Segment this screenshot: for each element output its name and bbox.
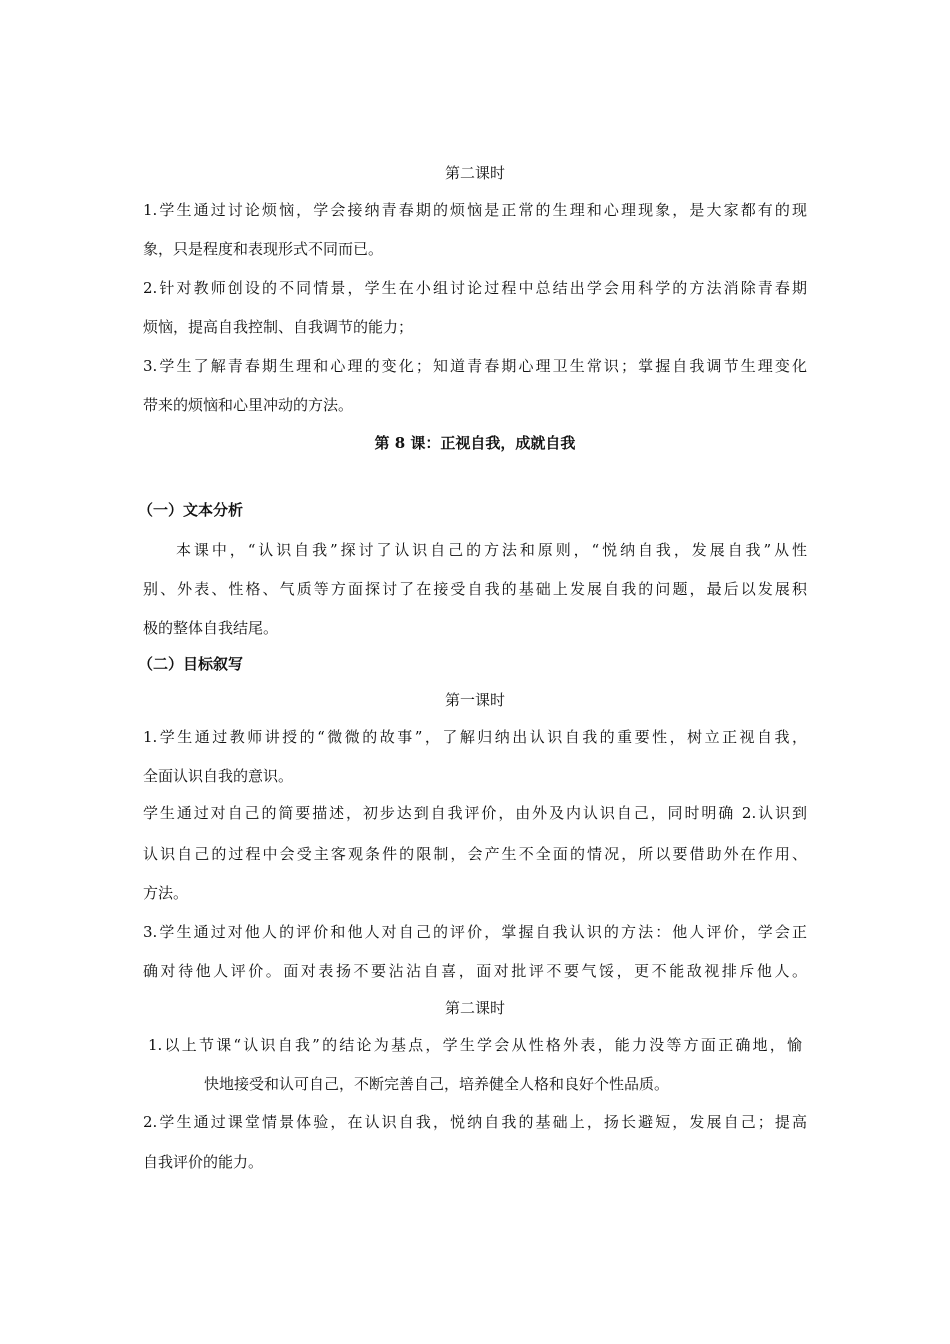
lesson-title: 第 8 课：正视自我，成就自我 xyxy=(374,434,576,452)
period-heading: 第二课时 xyxy=(444,164,505,182)
paragraph-line: 自我评价的能力。 xyxy=(143,1153,264,1171)
paragraph-line: 1.学生通过教师讲授的“微微的故事”，了解归纳出认识自我的重要性，树立正视自我， xyxy=(143,728,807,746)
period-heading: 第二课时 xyxy=(444,999,505,1017)
paragraph-line: 2.针对教师创设的不同情景，学生在小组讨论过程中总结出学会用科学的方法消除青春期 xyxy=(143,279,807,297)
paragraph-line: 3.学生通过对他人的评价和他人对自己的评价，掌握自我认识的方法：他人评价，学会正 xyxy=(143,923,807,941)
paragraph-line: 极的整体自我结尾。 xyxy=(143,619,279,637)
period-heading: 第一课时 xyxy=(444,691,505,709)
paragraph-line: 1.以上节课“认识自我”的结论为基点，学生学会从性格外表，能力没等方面正确地，愉 xyxy=(148,1036,802,1054)
section-heading: （一）文本分析 xyxy=(138,501,244,519)
paragraph-line: 认识自己的过程中会受主客观条件的限制，会产生不全面的情况，所以要借助外在作用、 xyxy=(143,845,807,863)
paragraph-line: 确对待他人评价。面对表扬不要沾沾自喜，面对批评不要气馁，更不能敌视排斥他人。 xyxy=(143,962,807,980)
paragraph-line: 学生通过对自己的简要描述，初步达到自我评价，由外及内认识自己，同时明确 2.认识到 xyxy=(143,804,807,822)
paragraph-line: 方法。 xyxy=(143,884,189,902)
paragraph-line: 烦恼，提高自我控制、自我调节的能力； xyxy=(143,318,414,336)
paragraph-line: 1.学生通过讨论烦恼，学会接纳青春期的烦恼是正常的生理和心理现象，是大家都有的现 xyxy=(143,201,807,219)
paragraph-line: 全面认识自我的意识。 xyxy=(143,767,294,785)
paragraph-line: 快地接受和认可自己，不断完善自己，培养健全人格和良好个性品质。 xyxy=(204,1075,670,1093)
paragraph-line: 带来的烦恼和心里冲动的方法。 xyxy=(143,396,354,414)
paragraph-line: 本课中，“认识自我”探讨了认识自己的方法和原则，“悦纳自我，发展自我”从性 xyxy=(176,541,807,559)
paragraph-line: 3.学生了解青春期生理和心理的变化；知道青春期心理卫生常识；掌握自我调节生理变化 xyxy=(143,357,807,375)
paragraph-line: 象，只是程度和表现形式不同而已。 xyxy=(143,240,384,258)
section-heading: （二）目标叙写 xyxy=(138,655,244,673)
paragraph-line: 别、外表、性格、气质等方面探讨了在接受自我的基础上发展自我的问题，最后以发展积 xyxy=(143,580,807,598)
paragraph-line: 2.学生通过课堂情景体验，在认识自我，悦纳自我的基础上，扬长避短，发展自己；提高 xyxy=(143,1113,807,1131)
